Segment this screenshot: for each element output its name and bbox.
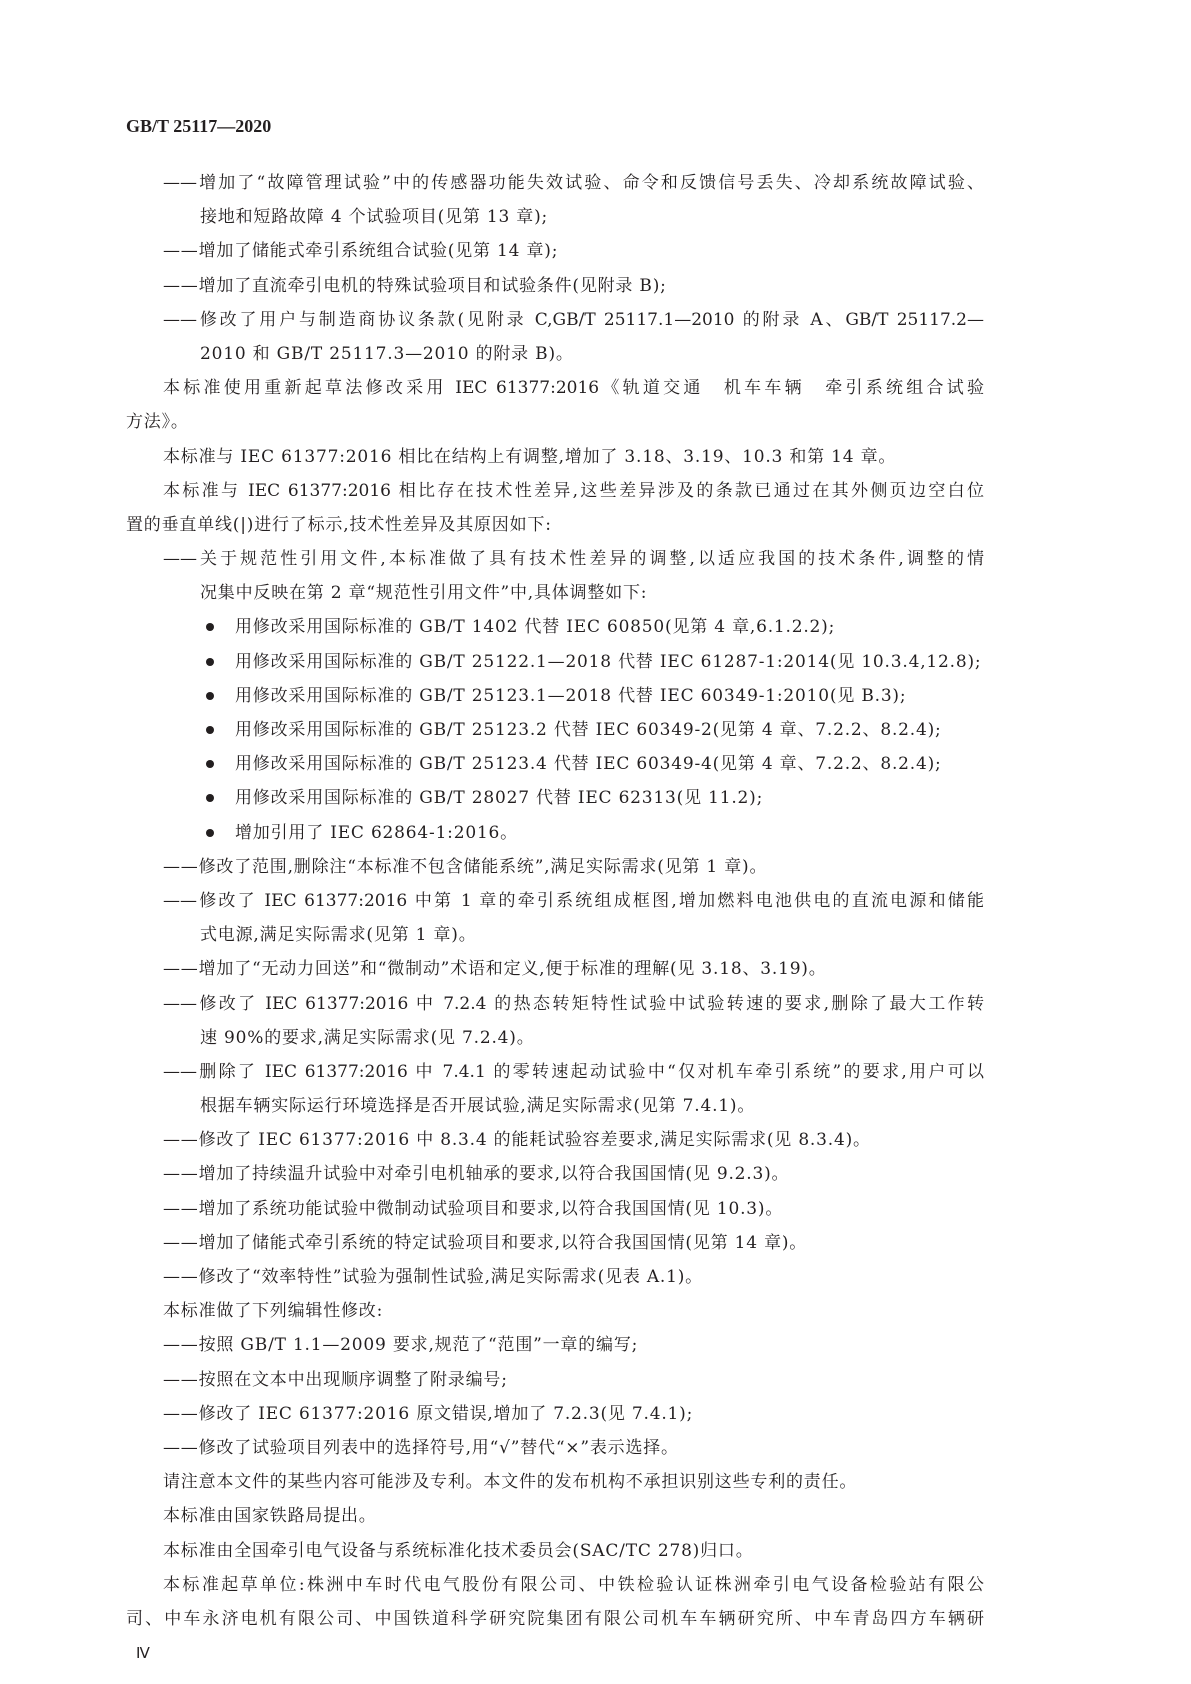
line-text: 本标准与 IEC 61377:2016 相比在结构上有调整,增加了 3.18、3.19、10.3 和第 14 章。 <box>163 446 897 467</box>
standard-code-header: GB/T 25117—2020 <box>126 116 272 136</box>
line-text: 用修改采用国际标准的 GB/T 25123.2 代替 IEC 60349-2(见第 4 章、7.2.2、8.2.4); <box>235 720 942 740</box>
text-line <box>126 407 984 441</box>
line-text: ——修改了试验项目列表中的选择符号,用“√”替代“×”表示选择。 <box>163 1437 679 1458</box>
line-text: 置的垂直单线(|)进行了标示,技术性差异及其原因如下: <box>126 514 552 535</box>
line-text: 况集中反映在第 2 章“规范性引用文件”中,具体调整如下: <box>200 583 648 604</box>
line-text: ——增加了系统功能试验中微制动试验项目和要求,以符合我国国情(见 10.3)。 <box>163 1198 784 1219</box>
text-line <box>126 1604 984 1638</box>
line-text: ——修改了 IEC 61377:2016 原文错误,增加了 7.2.3(见 7.4.1); <box>163 1403 694 1424</box>
dash-list-item <box>126 1125 984 1159</box>
dash-list-item <box>126 271 984 305</box>
line-text: 方法》。 <box>126 412 189 433</box>
line-text: 本标准由全国牵引电气设备与系统标准化技术委员会(SAC/TC 278)归口。 <box>163 1540 754 1561</box>
text-line <box>126 373 984 407</box>
text-line <box>126 442 984 476</box>
dash-list-item <box>126 1057 984 1091</box>
dash-list-item <box>126 168 984 202</box>
line-text: 增加引用了 IEC 62864-1:2016。 <box>235 822 518 843</box>
text-line <box>126 510 984 544</box>
bullet-item <box>126 749 984 783</box>
page-number: Ⅳ <box>136 1646 150 1662</box>
dash-list-item <box>126 1194 984 1228</box>
text-line <box>126 1091 984 1125</box>
line-text: 用修改采用国际标准的 GB/T 1402 代替 IEC 60850(见第 4 章,6.1.2.2); <box>235 617 836 638</box>
line-text: ——修改了 IEC 61377:2016 中 7.2.4 的热态转矩特性试验中试验转速的要求,删除了最大工作转 <box>163 993 984 1014</box>
dash-list-item <box>126 1433 984 1467</box>
line-text: ——修改了用户与制造商协议条款(见附录 C,GB/T 25117.1—2010 的附录 A、GB/T 25117.2— <box>163 309 984 330</box>
line-text: ——修改了范围,删除注“本标准不包含储能系统”,满足实际需求(见第 1 章)。 <box>163 856 768 877</box>
bullet-icon <box>206 794 214 802</box>
line-text: 本标准做了下列编辑性修改: <box>163 1301 384 1322</box>
line-text: 本标准由国家铁路局提出。 <box>163 1506 377 1527</box>
line-text: 用修改采用国际标准的 GB/T 25122.1—2018 代替 IEC 61287-1:2014(见 10.3.4,12.8); <box>235 651 982 672</box>
line-text: 根据车辆实际运行环境选择是否开展试验,满足实际需求(见第 7.4.1)。 <box>200 1096 756 1117</box>
line-text: ——修改了 IEC 61377:2016 中第 1 章的牵引系统组成框图,增加燃料电池供电的直流电源和储能 <box>163 890 984 911</box>
text-line <box>126 1023 984 1057</box>
bullet-item <box>126 681 984 715</box>
line-text: ——按照在文本中出现顺序调整了附录编号; <box>163 1369 508 1390</box>
line-text: 速 90%的要求,满足实际需求(见 7.2.4)。 <box>200 1027 535 1048</box>
dash-list-item <box>126 989 984 1023</box>
bullet-icon <box>206 726 214 734</box>
bullet-item <box>126 612 984 646</box>
line-text: 用修改采用国际标准的 GB/T 28027 代替 IEC 62313(见 11.2); <box>235 788 764 809</box>
document-body <box>126 168 984 1638</box>
line-text: ——增加了“故障管理试验”中的传感器功能失效试验、命令和反馈信号丢失、冷却系统故障试验、 <box>163 173 984 193</box>
bullet-item <box>126 647 984 681</box>
bullet-icon <box>206 623 214 631</box>
bullet-icon <box>206 829 214 837</box>
line-text: ——关于规范性引用文件,本标准做了具有技术性差异的调整,以适应我国的技术条件,调整的情 <box>163 549 984 570</box>
dash-list-item <box>126 305 984 339</box>
dash-list-item <box>126 852 984 886</box>
bullet-item <box>126 783 984 817</box>
line-text: 接地和短路故障 4 个试验项目(见第 13 章); <box>200 207 549 228</box>
dash-list-item <box>126 1365 984 1399</box>
line-text: 司、中车永济电机有限公司、中国铁道科学研究院集团有限公司机车车辆研究所、中车青岛四方车辆研 <box>126 1608 984 1629</box>
text-line <box>126 1536 984 1570</box>
text-line <box>126 1467 984 1501</box>
line-text: ——修改了 IEC 61377:2016 中 8.3.4 的能耗试验容差要求,满足实际需求(见 8.3.4)。 <box>163 1130 871 1151</box>
line-text: ——增加了持续温升试验中对牵引电机轴承的要求,以符合我国国情(见 9.2.3)。 <box>163 1164 790 1185</box>
line-text: ——增加了储能式牵引系统的特定试验项目和要求,以符合我国国情(见第 14 章)。 <box>163 1232 808 1253</box>
dash-list-item <box>126 886 984 920</box>
line-text: 用修改采用国际标准的 GB/T 25123.1—2018 代替 IEC 60349-1:2010(见 B.3); <box>235 685 907 706</box>
line-text: 2010 和 GB/T 25117.3—2010 的附录 B)。 <box>200 343 574 364</box>
bullet-icon <box>206 692 214 700</box>
line-text: 用修改采用国际标准的 GB/T 25123.4 代替 IEC 60349-4(见第 4 章、7.2.2、8.2.4); <box>235 754 942 775</box>
text-line <box>126 202 984 236</box>
dash-list-item <box>126 954 984 988</box>
bullet-item <box>126 818 984 852</box>
text-line <box>126 476 984 510</box>
line-text: 本标准使用重新起草法修改采用 IEC 61377:2016《轨道交通 机车车辆 牵引系统组合试验 <box>163 378 984 399</box>
text-line <box>126 339 984 373</box>
line-text: ——删除了 IEC 61377:2016 中 7.4.1 的零转速起动试验中“仅对机车牵引系统”的要求,用户可以 <box>163 1061 984 1082</box>
line-text: 本标准起草单位:株洲中车时代电气股份有限公司、中铁检验认证株洲牵引电气设备检验站有限公 <box>163 1574 984 1595</box>
line-text: 请注意本文件的某些内容可能涉及专利。本文件的发布机构不承担识别这些专利的责任。 <box>163 1472 858 1493</box>
dash-list-item <box>126 1228 984 1262</box>
line-text: 本标准与 IEC 61377:2016 相比存在技术性差异,这些差异涉及的条款已通过在其外侧页边空白位 <box>163 480 984 501</box>
bullet-icon <box>206 760 214 768</box>
text-line <box>126 578 984 612</box>
dash-list-item <box>126 236 984 270</box>
line-text: ——增加了储能式牵引系统组合试验(见第 14 章); <box>163 241 559 262</box>
line-text: ——增加了“无动力回送”和“微制动”术语和定义,便于标准的理解(见 3.18、3.19)。 <box>163 959 827 980</box>
line-text: 式电源,满足实际需求(见第 1 章)。 <box>200 925 477 946</box>
text-line <box>126 1570 984 1604</box>
line-text: ——修改了“效率特性”试验为强制性试验,满足实际需求(见表 A.1)。 <box>163 1267 703 1287</box>
dash-list-item <box>126 1330 984 1364</box>
text-line <box>126 1501 984 1535</box>
dash-list-item <box>126 1262 984 1296</box>
bullet-icon <box>206 658 214 666</box>
text-line <box>126 920 984 954</box>
line-text: ——增加了直流牵引电机的特殊试验项目和试验条件(见附录 B); <box>163 275 667 296</box>
dash-list-item <box>126 1399 984 1433</box>
bullet-item <box>126 715 984 749</box>
text-line <box>126 1296 984 1330</box>
dash-list-item <box>126 1159 984 1193</box>
dash-list-item <box>126 544 984 578</box>
line-text: ——按照 GB/T 1.1—2009 要求,规范了“范围”一章的编写; <box>163 1335 639 1356</box>
